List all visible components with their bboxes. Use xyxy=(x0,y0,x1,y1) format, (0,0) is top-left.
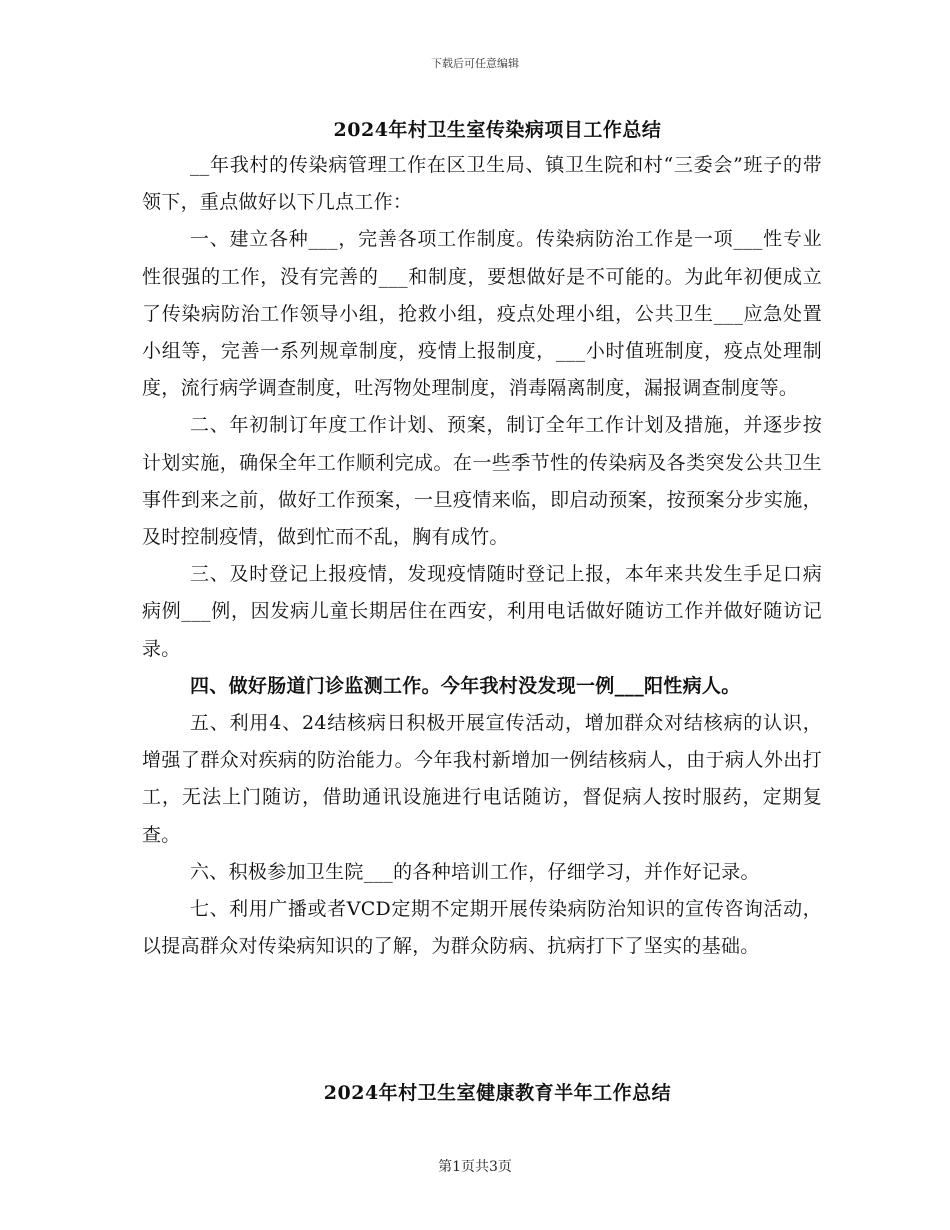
document-title: 2024年村卫生室传染病项目工作总结 xyxy=(333,119,662,141)
paragraph-intro: __年我村的传染病管理工作在区卫生局、镇卫生院和村“三委会”班子的带领下，重点做好以下几点工作： xyxy=(142,154,822,214)
second-document-title: 2024年村卫生室健康教育半年工作总结 xyxy=(323,1082,672,1104)
paragraph-1: 一、建立各种___，完善各项工作制度。传染病防治工作是一项___性专业性很强的工作，没有完善的___和制度，要想做好是不可能的。为此年初便成立了传染病防治工作领导小组，抢救小组，疫点处理小组，公共卫生___应急处置小组等，完善一系列规章制度，疫情上报制度，___小时值班制度，疫点处理制度，流行病学调查制度，吐泻物处理制度，消毒隔离制度，漏报调查制度等。 xyxy=(142,228,822,400)
paragraph-6: 六、积极参加卫生院___的各种培训工作，仔细学习，并作好记录。 xyxy=(190,860,760,883)
paragraph-3: 三、及时登记上报疫情，发现疫情随时登记上报，本年来共发生手足口病病例___例，因发病儿童长期居住在西安，利用电话做好随访工作并做好随访记录。 xyxy=(142,563,822,660)
header-note: 下载后可任意编辑 xyxy=(431,57,519,70)
paragraph-5: 五、利用4、24结核病日积极开展宣传活动，增加群众对结核病的认识，增强了群众对疾病的防治能力。今年我村新增加一例结核病人，由于病人外出打工，无法上门随访，借助通讯设施进行电话随访，督促病人按时服药，定期复查。 xyxy=(142,712,822,846)
paragraph-4: 四、做好肠道门诊监测工作。今年我村没发现一例___阳性病人。 xyxy=(190,674,741,697)
document-body xyxy=(142,147,822,965)
paragraph-7: 七、利用广播或者VCD定期不定期开展传染病防治知识的宣传咨询活动，以提高群众对传染病知识的了解，为群众防病、抗病打下了坚实的基础。 xyxy=(142,898,822,958)
paragraph-2: 二、年初制订年度工作计划、预案，制订全年工作计划及措施，并逐步按计划实施，确保全年工作顺利完成。在一些季节性的传染病及各类突发公共卫生事件到来之前，做好工作预案，一旦疫情来临，即启动预案，按预案分步实施，及时控制疫情，做到忙而不乱，胸有成竹。 xyxy=(142,414,822,549)
page-footer: 第1页共3页 xyxy=(438,1159,512,1175)
